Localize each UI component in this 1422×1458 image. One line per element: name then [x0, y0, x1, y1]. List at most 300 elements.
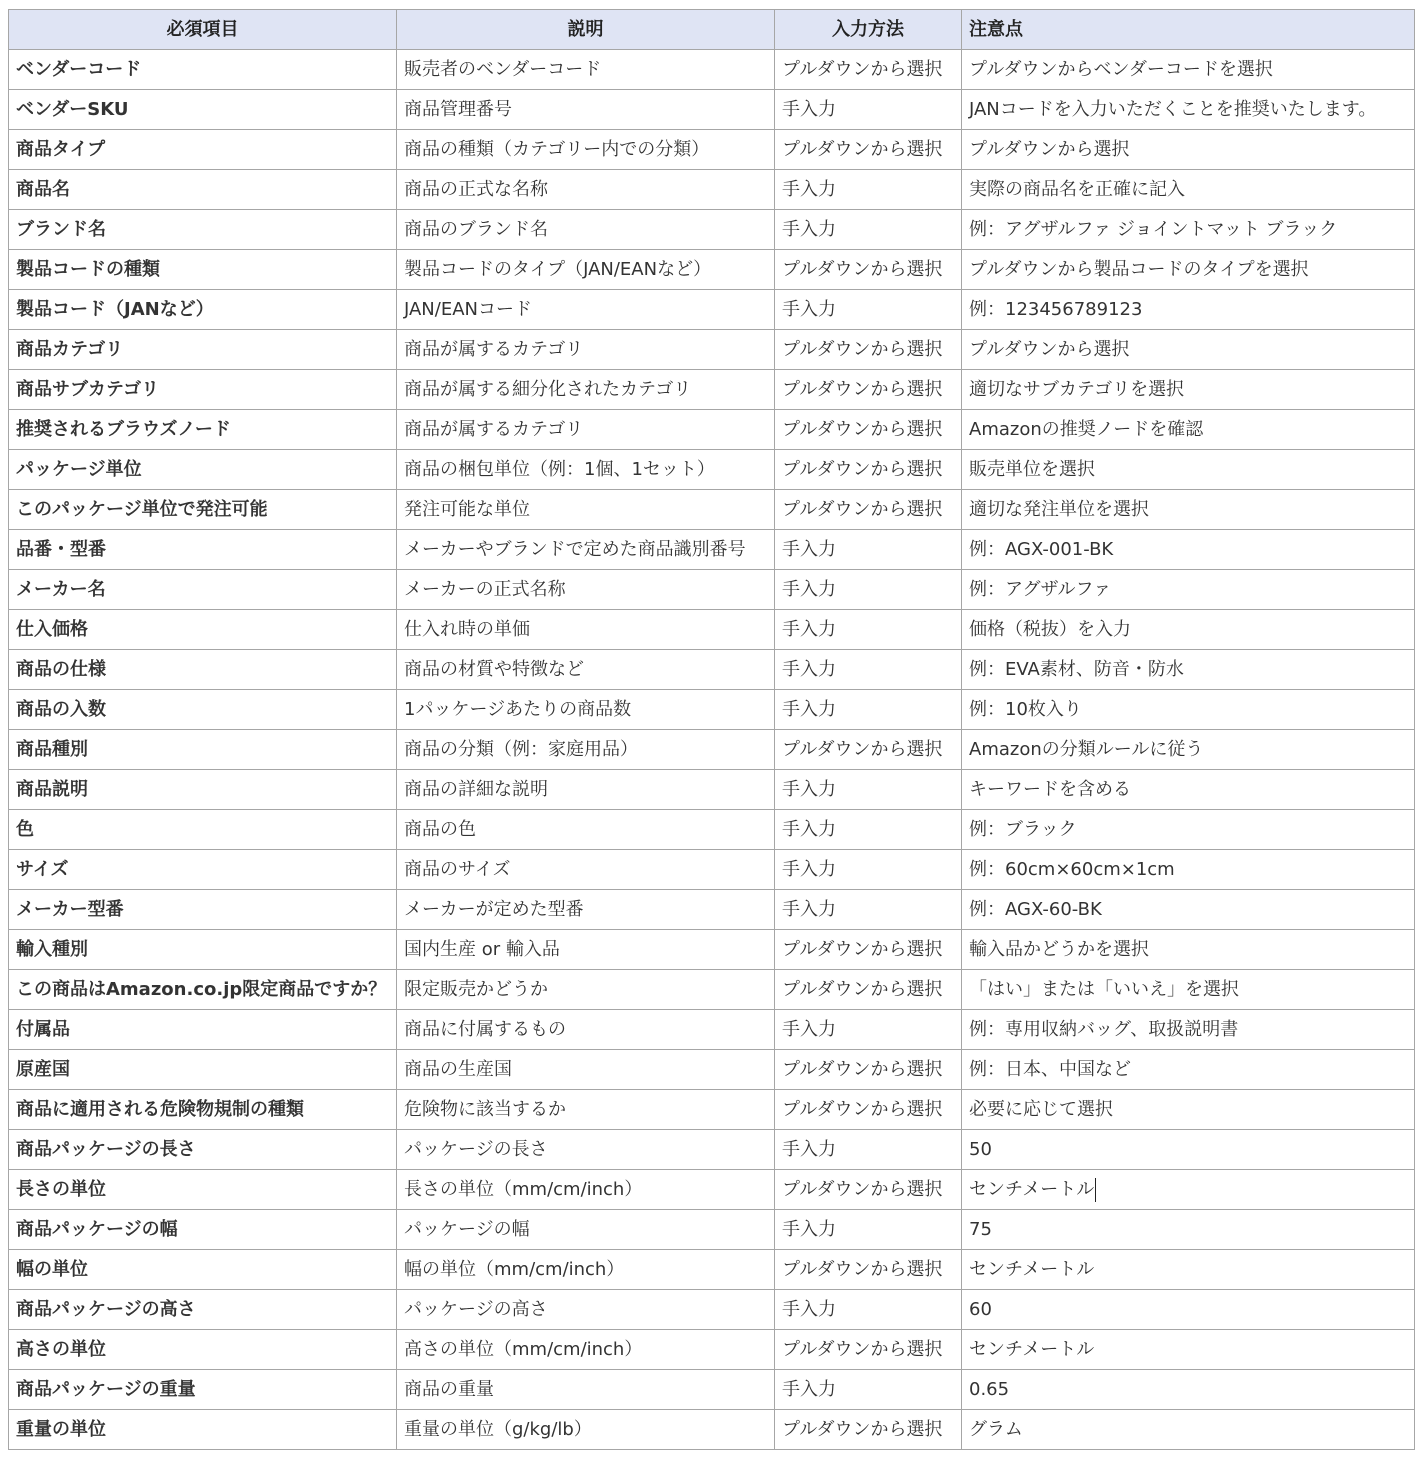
cell-input-method[interactable] — [775, 490, 962, 530]
cell-input-method[interactable] — [775, 250, 962, 290]
cell-text: センチメートル — [969, 1178, 1095, 1200]
cell-input-method[interactable] — [775, 1330, 962, 1370]
cell-text: 長さの単位 — [16, 1178, 106, 1200]
cell-text: 商品の材質や特徴など — [404, 658, 584, 680]
table-row — [9, 530, 1415, 570]
cell-text: プルダウンから選択 — [782, 498, 943, 520]
cell-text: 手入力 — [782, 1138, 836, 1160]
cell-description[interactable] — [397, 370, 775, 410]
cell-description[interactable] — [397, 770, 775, 810]
cell-input-method[interactable] — [775, 570, 962, 610]
cell-text: プルダウンから選択 — [782, 938, 943, 960]
cell-description[interactable] — [397, 90, 775, 130]
cell-input-method[interactable] — [775, 610, 962, 650]
cell-notes[interactable] — [962, 610, 1415, 650]
cell-text: 商品の仕様 — [16, 658, 106, 680]
cell-text: 原産国 — [16, 1058, 70, 1080]
cell-text: 1パッケージあたりの商品数 — [404, 698, 632, 720]
cell-text: 商品が属するカテゴリ — [404, 418, 584, 440]
cell-description[interactable] — [397, 330, 775, 370]
cell-input-method[interactable] — [775, 690, 962, 730]
cell-text: 商品サブカテゴリ — [16, 378, 160, 400]
cell-notes[interactable] — [962, 1010, 1415, 1050]
cell-text: 幅の単位 — [16, 1258, 88, 1280]
cell-notes[interactable] — [962, 450, 1415, 490]
cell-text: 75 — [969, 1218, 992, 1240]
cell-notes[interactable] — [962, 170, 1415, 210]
cell-text: 必要に応じて選択 — [969, 1098, 1113, 1120]
cell-text: パッケージの長さ — [404, 1138, 548, 1160]
cell-notes[interactable] — [962, 1050, 1415, 1090]
cell-text: 高さの単位 — [16, 1338, 106, 1360]
cell-text: 輸入品かどうかを選択 — [969, 938, 1149, 960]
cell-description[interactable] — [397, 130, 775, 170]
cell-notes[interactable] — [962, 570, 1415, 610]
cell-notes[interactable] — [962, 1410, 1415, 1450]
cell-text: 商品のブランド名 — [404, 218, 548, 240]
cell-notes[interactable] — [962, 210, 1415, 250]
cell-required-item[interactable] — [9, 1090, 397, 1130]
cell-notes[interactable] — [962, 1170, 1415, 1210]
cell-text: 製品コード（JANなど） — [16, 298, 214, 320]
cell-input-method[interactable] — [775, 1250, 962, 1290]
cell-text: キーワードを含める — [969, 778, 1131, 800]
cell-text: 手入力 — [782, 658, 836, 680]
header-row — [9, 10, 1415, 50]
cell-description[interactable] — [397, 410, 775, 450]
table-row — [9, 210, 1415, 250]
cell-input-method[interactable] — [775, 1410, 962, 1450]
cell-text: 販売単位を選択 — [969, 458, 1095, 480]
cell-input-method[interactable] — [775, 370, 962, 410]
cell-text: 品番・型番 — [16, 538, 106, 560]
cell-text: 手入力 — [782, 1218, 836, 1240]
cell-notes[interactable] — [962, 130, 1415, 170]
cell-text: 商品が属する細分化されたカテゴリ — [404, 378, 692, 400]
cell-text: この商品はAmazon.co.jp限定商品ですか？ — [16, 978, 387, 1000]
cell-text: 手入力 — [782, 778, 836, 800]
cell-required-item[interactable] — [9, 330, 397, 370]
cell-text: 商品名 — [16, 178, 70, 200]
cell-required-item[interactable] — [9, 810, 397, 850]
cell-description[interactable] — [397, 1250, 775, 1290]
table-row — [9, 170, 1415, 210]
cell-text: メーカーの正式名称 — [404, 578, 566, 600]
cell-notes[interactable] — [962, 970, 1415, 1010]
cell-required-item[interactable] — [9, 370, 397, 410]
cell-text: 手入力 — [782, 298, 836, 320]
table-row — [9, 90, 1415, 130]
cell-notes[interactable] — [962, 770, 1415, 810]
cell-required-item[interactable] — [9, 50, 397, 90]
cell-text: 商品が属するカテゴリ — [404, 338, 584, 360]
cell-input-method[interactable] — [775, 450, 962, 490]
cell-text: 手入力 — [782, 578, 836, 600]
cell-description[interactable] — [397, 530, 775, 570]
cell-input-method[interactable] — [775, 810, 962, 850]
cell-text: 商品の色 — [404, 818, 476, 840]
cell-text: 商品タイプ — [16, 138, 106, 160]
cell-text: 幅の単位（mm/cm/inch） — [404, 1258, 625, 1280]
cell-text: ベンダーSKU — [16, 98, 129, 120]
cell-input-method[interactable] — [775, 50, 962, 90]
cell-description[interactable] — [397, 250, 775, 290]
cell-description[interactable] — [397, 1210, 775, 1250]
cell-text: 付属品 — [16, 1018, 70, 1040]
table-row — [9, 1330, 1415, 1370]
cell-description[interactable] — [397, 50, 775, 90]
cell-text: 手入力 — [782, 218, 836, 240]
cell-required-item[interactable] — [9, 290, 397, 330]
cell-description[interactable] — [397, 1090, 775, 1130]
cell-description[interactable] — [397, 1370, 775, 1410]
cell-notes[interactable] — [962, 1130, 1415, 1170]
cell-text: 手入力 — [782, 898, 836, 920]
cell-input-method[interactable] — [775, 730, 962, 770]
cell-text: 例：ブラック — [969, 818, 1077, 840]
cell-text: メーカー型番 — [16, 898, 124, 920]
cell-description[interactable] — [397, 170, 775, 210]
cell-text: 手入力 — [782, 538, 836, 560]
cell-text: 例：10枚入り — [969, 698, 1082, 720]
spreadsheet-table-container — [8, 9, 1414, 1450]
cell-notes[interactable] — [962, 690, 1415, 730]
cell-description[interactable] — [397, 490, 775, 530]
cell-notes[interactable] — [962, 370, 1415, 410]
cell-text: 商品のサイズ — [404, 858, 511, 880]
cell-input-method[interactable] — [775, 970, 962, 1010]
cell-notes[interactable] — [962, 890, 1415, 930]
cell-text: プルダウンから選択 — [969, 338, 1130, 360]
cell-description[interactable] — [397, 290, 775, 330]
table-row — [9, 290, 1415, 330]
cell-description[interactable] — [397, 690, 775, 730]
cell-text: Amazonの分類ルールに従う — [969, 738, 1204, 760]
cell-text: 重量の単位（g/kg/lb） — [404, 1418, 592, 1440]
cell-required-item[interactable] — [9, 1290, 397, 1330]
cell-text: 例：アグザルファ ジョイントマット ブラック — [969, 218, 1338, 240]
cell-input-method[interactable] — [775, 170, 962, 210]
table-row — [9, 1170, 1415, 1210]
cell-text: 国内生産 or 輸入品 — [404, 938, 560, 960]
cell-required-item[interactable] — [9, 770, 397, 810]
cell-text: 商品管理番号 — [404, 98, 512, 120]
cell-input-method[interactable] — [775, 1210, 962, 1250]
table-row — [9, 1410, 1415, 1450]
cell-notes[interactable] — [962, 810, 1415, 850]
cell-notes[interactable] — [962, 1330, 1415, 1370]
table-row — [9, 850, 1415, 890]
cell-text: 商品に付属するもの — [404, 1018, 566, 1040]
cell-input-method[interactable] — [775, 1010, 962, 1050]
cell-text: 輸入種別 — [16, 938, 88, 960]
cell-text: 商品の入数 — [16, 698, 106, 720]
table-row — [9, 1050, 1415, 1090]
cell-required-item[interactable] — [9, 570, 397, 610]
cell-text: プルダウンから製品コードのタイプを選択 — [969, 258, 1309, 280]
text-cursor — [1095, 1178, 1096, 1202]
cell-input-method[interactable] — [775, 1370, 962, 1410]
cell-text: メーカーやブランドで定めた商品識別番号 — [404, 538, 746, 560]
cell-required-item[interactable] — [9, 1210, 397, 1250]
table-row — [9, 810, 1415, 850]
table-row — [9, 930, 1415, 970]
cell-text: 商品の分類（例：家庭用品） — [404, 738, 638, 760]
header-input-method[interactable]: 入力方法 — [775, 10, 962, 50]
cell-text: 重量の単位 — [16, 1418, 106, 1440]
cell-text: 高さの単位（mm/cm/inch） — [404, 1338, 643, 1360]
cell-description[interactable] — [397, 1330, 775, 1370]
cell-description[interactable] — [397, 650, 775, 690]
cell-input-method[interactable] — [775, 650, 962, 690]
cell-notes[interactable] — [962, 730, 1415, 770]
cell-required-item[interactable] — [9, 970, 397, 1010]
cell-required-item[interactable] — [9, 1250, 397, 1290]
table-row — [9, 1210, 1415, 1250]
cell-description[interactable] — [397, 450, 775, 490]
cell-text: 例：アグザルファ — [969, 578, 1112, 600]
cell-text: 仕入価格 — [16, 618, 88, 640]
table-row — [9, 1010, 1415, 1050]
cell-text: プルダウンから選択 — [969, 138, 1130, 160]
cell-required-item[interactable] — [9, 170, 397, 210]
cell-description[interactable] — [397, 810, 775, 850]
cell-text: プルダウンから選択 — [782, 1338, 943, 1360]
table-row — [9, 1090, 1415, 1130]
cell-text: パッケージの高さ — [404, 1298, 548, 1320]
header-required-item[interactable]: 必須項目 — [9, 10, 397, 50]
cell-text: 例：日本、中国など — [969, 1058, 1131, 1080]
cell-required-item[interactable] — [9, 1170, 397, 1210]
cell-input-method[interactable] — [775, 1170, 962, 1210]
cell-text: 例：EVA素材、防音・防水 — [969, 658, 1184, 680]
table-row — [9, 770, 1415, 810]
cell-required-item[interactable] — [9, 490, 397, 530]
cell-required-item[interactable] — [9, 890, 397, 930]
cell-text: ベンダーコード — [16, 58, 142, 80]
cell-notes[interactable] — [962, 250, 1415, 290]
cell-notes[interactable] — [962, 1290, 1415, 1330]
cell-text: 例：AGX-60-BK — [969, 898, 1102, 920]
cell-required-item[interactable] — [9, 1050, 397, 1090]
table-row — [9, 250, 1415, 290]
cell-required-item[interactable] — [9, 1370, 397, 1410]
cell-notes[interactable] — [962, 290, 1415, 330]
cell-text: 商品に適用される危険物規制の種類 — [16, 1098, 304, 1120]
cell-required-item[interactable] — [9, 210, 397, 250]
cell-description[interactable] — [397, 730, 775, 770]
cell-text: プルダウンから選択 — [782, 418, 943, 440]
cell-required-item[interactable] — [9, 1010, 397, 1050]
cell-text: 価格（税抜）を入力 — [969, 618, 1131, 640]
cell-input-method[interactable] — [775, 530, 962, 570]
cell-input-method[interactable] — [775, 90, 962, 130]
cell-text: 商品の正式な名称 — [404, 178, 548, 200]
table-row — [9, 370, 1415, 410]
cell-input-method[interactable] — [775, 1130, 962, 1170]
cell-text: 商品パッケージの重量 — [16, 1378, 196, 1400]
cell-required-item[interactable] — [9, 130, 397, 170]
cell-description[interactable] — [397, 1010, 775, 1050]
cell-text: 商品パッケージの長さ — [16, 1138, 196, 1160]
cell-text: 発注可能な単位 — [404, 498, 530, 520]
cell-text: 限定販売かどうか — [404, 978, 548, 1000]
cell-input-method[interactable] — [775, 210, 962, 250]
cell-input-method[interactable] — [775, 930, 962, 970]
cell-required-item[interactable] — [9, 410, 397, 450]
cell-text: 商品の詳細な説明 — [404, 778, 548, 800]
cell-text: プルダウンから選択 — [782, 58, 943, 80]
cell-text: 手入力 — [782, 1298, 836, 1320]
cell-text: プルダウンから選択 — [782, 738, 943, 760]
cell-text: 手入力 — [782, 1378, 836, 1400]
cell-text: 例：AGX-001-BK — [969, 538, 1114, 560]
cell-required-item[interactable] — [9, 1130, 397, 1170]
cell-text: 商品の重量 — [404, 1378, 494, 1400]
cell-text: プルダウンから選択 — [782, 258, 943, 280]
cell-text: 商品の梱包単位（例：1個、1セット） — [404, 458, 715, 480]
cell-description[interactable] — [397, 210, 775, 250]
cell-required-item[interactable] — [9, 1410, 397, 1450]
cell-text: 手入力 — [782, 98, 836, 120]
required-fields-table — [8, 9, 1415, 1450]
cell-notes[interactable] — [962, 1250, 1415, 1290]
cell-input-method[interactable] — [775, 890, 962, 930]
cell-text: 商品説明 — [16, 778, 88, 800]
cell-input-method[interactable] — [775, 1090, 962, 1130]
cell-text: メーカー名 — [16, 578, 106, 600]
table-row — [9, 1370, 1415, 1410]
cell-description[interactable] — [397, 1410, 775, 1450]
cell-text: 販売者のベンダーコード — [404, 58, 602, 80]
cell-input-method[interactable] — [775, 770, 962, 810]
cell-text: 商品パッケージの幅 — [16, 1218, 178, 1240]
table-row — [9, 970, 1415, 1010]
cell-description[interactable] — [397, 610, 775, 650]
cell-text: センチメートル — [969, 1338, 1095, 1360]
cell-text: パッケージの幅 — [404, 1218, 530, 1240]
cell-description[interactable] — [397, 570, 775, 610]
table-row — [9, 130, 1415, 170]
cell-description[interactable] — [397, 970, 775, 1010]
cell-text: グラム — [969, 1418, 1023, 1440]
cell-text: 例：専用収納バッグ、取扱説明書 — [969, 1018, 1239, 1040]
cell-text: 手入力 — [782, 178, 836, 200]
cell-text: 例：123456789123 — [969, 298, 1143, 320]
cell-text: Amazonの推奨ノードを確認 — [969, 418, 1204, 440]
cell-description[interactable] — [397, 890, 775, 930]
cell-notes[interactable] — [962, 530, 1415, 570]
cell-description[interactable] — [397, 1290, 775, 1330]
cell-text: プルダウンから選択 — [782, 138, 943, 160]
cell-notes[interactable] — [962, 1090, 1415, 1130]
cell-text: 長さの単位（mm/cm/inch） — [404, 1178, 643, 1200]
header-notes[interactable]: 注意点 — [962, 10, 1415, 50]
cell-text: 50 — [969, 1138, 992, 1160]
cell-text: 推奨されるブラウズノード — [16, 418, 231, 440]
cell-required-item[interactable] — [9, 690, 397, 730]
cell-text: 商品パッケージの高さ — [16, 1298, 196, 1320]
cell-text: 「はい」または「いいえ」を選択 — [969, 978, 1239, 1000]
cell-notes[interactable] — [962, 90, 1415, 130]
header-description[interactable]: 説明 — [397, 10, 775, 50]
table-row — [9, 490, 1415, 530]
table-row — [9, 410, 1415, 450]
table-row — [9, 650, 1415, 690]
cell-text: プルダウンからベンダーコードを選択 — [969, 58, 1273, 80]
cell-required-item[interactable] — [9, 730, 397, 770]
cell-input-method[interactable] — [775, 290, 962, 330]
cell-text: プルダウンから選択 — [782, 458, 943, 480]
cell-notes[interactable] — [962, 1370, 1415, 1410]
table-row — [9, 450, 1415, 490]
cell-required-item[interactable] — [9, 850, 397, 890]
cell-notes[interactable] — [962, 930, 1415, 970]
cell-text: 製品コードのタイプ（JAN/EANなど） — [404, 258, 712, 280]
cell-text: 商品の種類（カテゴリー内での分類） — [404, 138, 710, 160]
cell-required-item[interactable] — [9, 610, 397, 650]
cell-notes[interactable] — [962, 850, 1415, 890]
cell-notes[interactable] — [962, 650, 1415, 690]
cell-text: 製品コードの種類 — [16, 258, 160, 280]
cell-text: 0.65 — [969, 1378, 1010, 1400]
cell-required-item[interactable] — [9, 650, 397, 690]
cell-notes[interactable] — [962, 1210, 1415, 1250]
cell-required-item[interactable] — [9, 250, 397, 290]
cell-notes[interactable] — [962, 50, 1415, 90]
cell-input-method[interactable] — [775, 410, 962, 450]
cell-input-method[interactable] — [775, 850, 962, 890]
table-row — [9, 570, 1415, 610]
cell-text: パッケージ単位 — [16, 458, 142, 480]
cell-required-item[interactable] — [9, 530, 397, 570]
cell-text: 適切なサブカテゴリを選択 — [969, 378, 1185, 400]
cell-input-method[interactable] — [775, 330, 962, 370]
cell-notes[interactable] — [962, 330, 1415, 370]
cell-text: 商品カテゴリ — [16, 338, 124, 360]
cell-description[interactable] — [397, 930, 775, 970]
table-row — [9, 330, 1415, 370]
cell-description[interactable] — [397, 1050, 775, 1090]
cell-input-method[interactable] — [775, 130, 962, 170]
cell-text: 実際の商品名を正確に記入 — [969, 178, 1185, 200]
cell-description[interactable] — [397, 1130, 775, 1170]
cell-required-item[interactable] — [9, 450, 397, 490]
cell-notes[interactable] — [962, 490, 1415, 530]
table-row — [9, 1130, 1415, 1170]
cell-description[interactable] — [397, 1170, 775, 1210]
cell-text: 60 — [969, 1298, 992, 1320]
cell-input-method[interactable] — [775, 1050, 962, 1090]
table-body — [9, 50, 1415, 1450]
cell-text: 手入力 — [782, 858, 836, 880]
table-row — [9, 690, 1415, 730]
cell-text: このパッケージ単位で発注可能 — [16, 498, 268, 520]
cell-text: 危険物に該当するか — [404, 1098, 566, 1120]
cell-required-item[interactable] — [9, 90, 397, 130]
cell-description[interactable] — [397, 850, 775, 890]
cell-notes[interactable] — [962, 410, 1415, 450]
cell-text: ブランド名 — [16, 218, 106, 240]
cell-input-method[interactable] — [775, 1290, 962, 1330]
table-row — [9, 610, 1415, 650]
cell-required-item[interactable] — [9, 1330, 397, 1370]
table-header — [9, 10, 1415, 50]
cell-text: サイズ — [16, 858, 69, 880]
cell-text: 色 — [16, 818, 34, 840]
cell-required-item[interactable] — [9, 930, 397, 970]
table-row — [9, 50, 1415, 90]
